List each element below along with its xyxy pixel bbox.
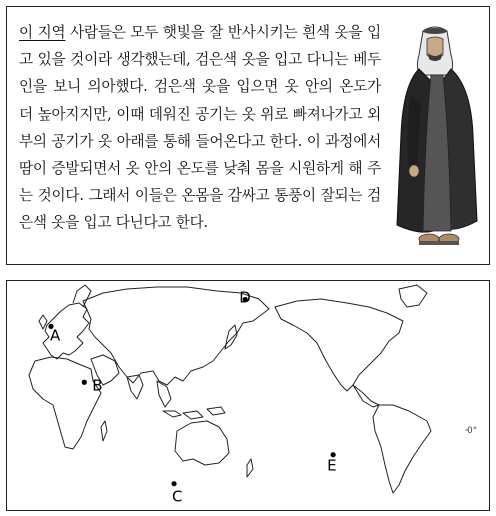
passage-lead-underlined: 이 지역 [19,24,66,41]
bedouin-figure-illustration [389,25,481,257]
world-map [7,281,489,510]
map-point-c-dot [171,481,176,486]
world-map-box [6,280,490,511]
map-point-markers [48,288,336,505]
passage-text [19,19,381,237]
map-point-b-label: B [92,376,103,395]
map-point-b-dot [82,380,87,385]
equator-label: 0° [467,426,478,436]
passage-body: 사람들은 모두 햇빛을 잘 반사시키는 흰색 옷을 입고 있을 것이라 생각했는데, 검은색 옷을 입고 다니는 베두인을 보니 의아했다. 검은색 옷을 입으면 옷 안의 온도가 더 높아지지만, 이때 데워진 공기는 옷 위로 빠져나가고 외부의 공기가 옷 아래를 통해 들어온다고 한다. 이 과정에서 땀이 증발되면서 옷 안의 온도를 낮춰 몸을 시원하게 해 주는 것이다. 그래서 이들은 온몸을 감싸고 통풍이 잘되는 검은색 옷을 입고 다닌다고 한다. [19,24,381,232]
continent-outlines [29,285,431,493]
map-point-c-label: C [172,487,183,506]
map-point-a-label: A [50,326,61,345]
map-point-d-label: D [239,288,251,307]
map-point-e-label: E [327,456,337,475]
passage-box [6,6,490,265]
